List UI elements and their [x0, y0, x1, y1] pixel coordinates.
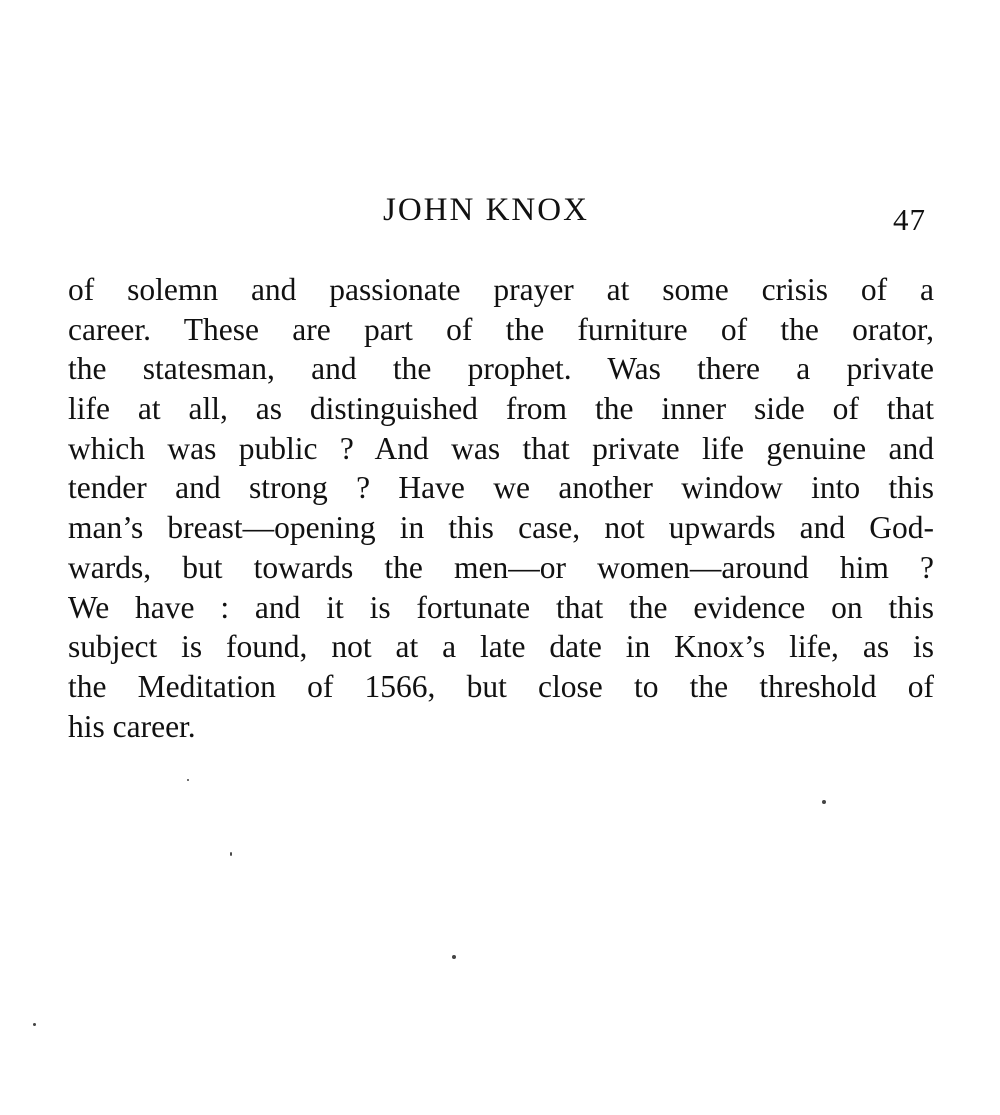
- text-line: tender and strong ? Have we another window into this: [68, 470, 934, 506]
- scan-speck: [230, 852, 232, 856]
- text-line: of solemn and passionate prayer at some crisis of a: [68, 272, 934, 307]
- scan-speck: [452, 955, 456, 959]
- body-paragraph: [68, 270, 934, 746]
- text-line: the statesman, and the prophet. Was there a private: [68, 351, 934, 387]
- scan-speck: [33, 1023, 36, 1026]
- text-line: career. These are part of the furniture of the orator,: [68, 311, 934, 347]
- text-line: subject is found, not at a late date in Knox’s life, as is: [68, 629, 934, 665]
- running-title: JOHN KNOX: [383, 192, 589, 228]
- text-line: his career.: [68, 708, 196, 744]
- scan-speck: [187, 779, 189, 781]
- running-head: [0, 190, 1000, 240]
- text-line: which was public ? And was that private life genuine and: [68, 430, 934, 466]
- text-line: life at all, as distinguished from the inner side of that: [68, 391, 934, 427]
- text-line: the Meditation of 1566, but close to the threshold of: [68, 668, 934, 704]
- page-number: 47: [893, 202, 926, 237]
- text-line: We have : and it is fortunate that the evidence on this: [68, 589, 934, 625]
- scan-speck: [822, 800, 826, 804]
- text-line: man’s breast—opening in this case, not upwards and God-: [68, 510, 934, 546]
- text-line: wards, but towards the men—or women—around him ?: [68, 549, 934, 585]
